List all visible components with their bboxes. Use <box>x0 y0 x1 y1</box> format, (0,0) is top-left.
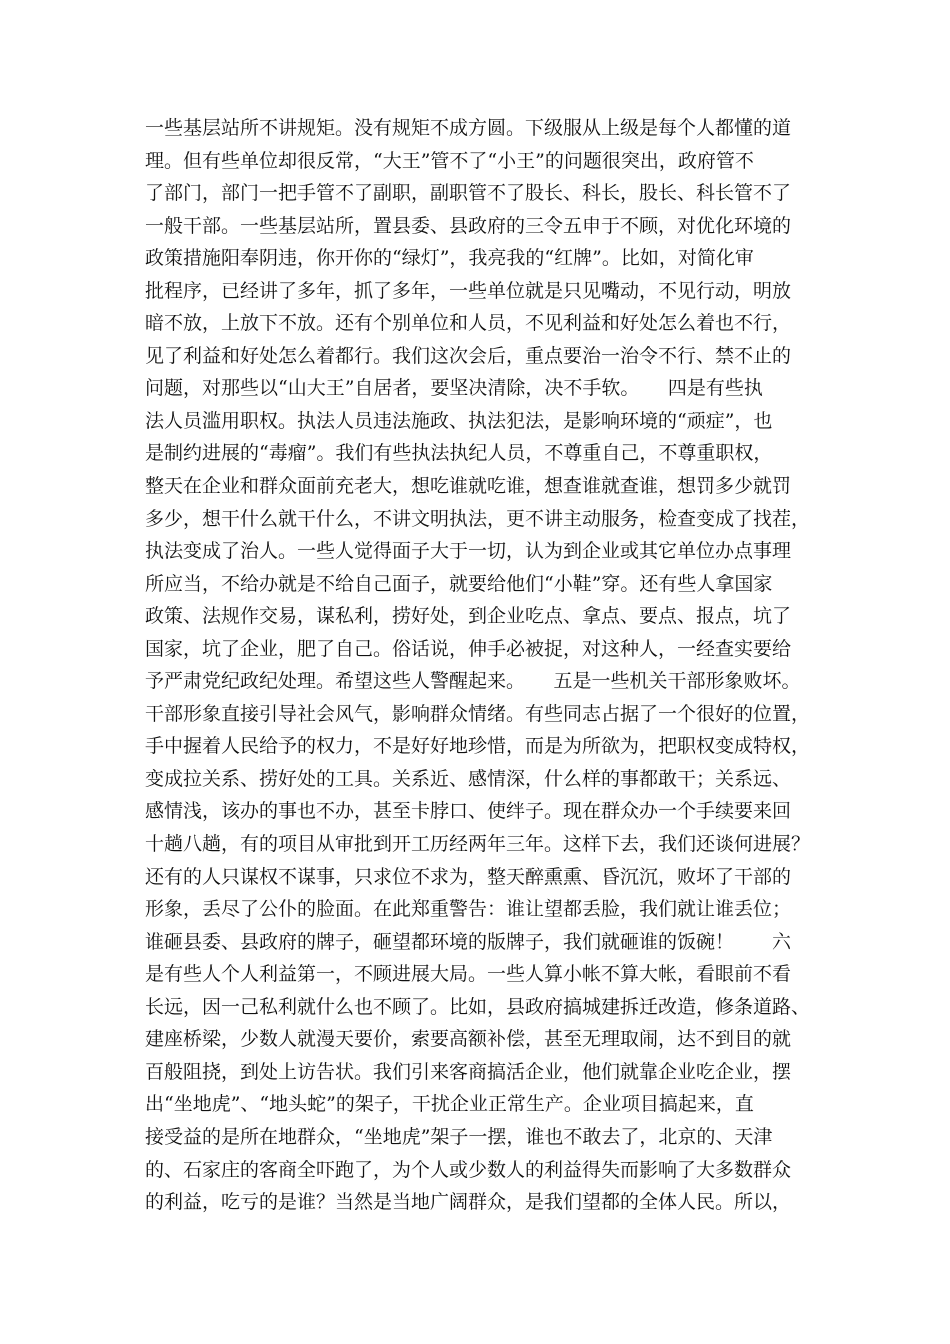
text-line: 出“坐地虎”、“地头蛇”的架子，干扰企业正常生产。企业项目搞起来，直 <box>145 1093 754 1116</box>
text-line: 百般阻挠，到处上访告状。我们引来客商搞活企业，他们就靠企业吃企业，摆 <box>145 1060 792 1083</box>
text-line: 问题，对那些以“山大王”自居者，要坚决清除，决不手软。 四是有些执 <box>145 377 763 400</box>
text-line: 变成拉关系、捞好处的工具。关系近、感情深，什么样的事都敢干；关系远、 <box>145 767 792 790</box>
text-line: 是制约进展的“毒瘤”。我们有些执法执纪人员，不尊重自己，不尊重职权， <box>145 442 773 465</box>
text-line: 政策、法规作交易，谋私利，捞好处，到企业吃点、拿点、要点、报点，坑了 <box>145 605 792 628</box>
text-line: 国家，坑了企业，肥了自己。俗话说，伸手必被捉，对这种人，一经查实要给 <box>145 637 792 660</box>
text-line: 多少，想干什么就干什么，不讲文明执法，更不讲主动服务，检查变成了找茬， <box>145 507 811 530</box>
text-line: 所应当，不给办就是不给自己面子，就要给他们“小鞋”穿。还有些人拿国家 <box>145 572 773 595</box>
text-line: 法人员滥用职权。执法人员违法施政、执法犯法，是影响环境的“顽症”，也 <box>145 409 773 432</box>
text-line: 干部形象直接引导社会风气，影响群众情绪。有些同志占据了一个很好的位置， <box>145 702 811 725</box>
text-line: 了部门，部门一把手管不了副职，副职管不了股长、科长，股长、科长管不了 <box>145 182 792 205</box>
text-line: 政策措施阳奉阴违，你开你的“绿灯”，我亮我的“红牌”。比如，对简化审 <box>145 247 754 270</box>
text-line: 予严肃党纪政纪处理。希望这些人警醒起来。 五是一些机关干部形象败坏。 <box>145 670 801 693</box>
text-line: 是有些人个人利益第一，不顾进展大局。一些人算小帐不算大帐，看眼前不看 <box>145 963 792 986</box>
text-line: 还有的人只谋权不谋事，只求位不求为，整天醉熏熏、昏沉沉，败坏了干部的 <box>145 865 792 888</box>
text-line: 一般干部。一些基层站所，置县委、县政府的三令五申于不顾，对优化环境的 <box>145 214 792 237</box>
text-line: 谁砸县委、县政府的牌子，砸望都环境的版牌子，我们就砸谁的饭碗！ 六 <box>145 930 792 953</box>
text-line: 执法变成了治人。一些人觉得面子大于一切，认为到企业或其它单位办点事理 <box>145 540 792 563</box>
text-line: 的、石家庄的客商全吓跑了，为个人或少数人的利益得失而影响了大多数群众 <box>145 1158 792 1181</box>
text-line: 的利益，吃亏的是谁？当然是当地广阔群众，是我们望都的全体人民。所以， <box>145 1191 792 1214</box>
body-text <box>145 112 815 1219</box>
text-line: 一些基层站所不讲规矩。没有规矩不成方圆。下级服从上级是每个人都懂的道 <box>145 117 792 139</box>
text-line: 感情浅，该办的事也不办，甚至卡脖口、使绊子。现在群众办一个手续要来回 <box>145 800 792 823</box>
text-line: 整天在企业和群众面前充老大，想吃谁就吃谁，想查谁就查谁，想罚多少就罚 <box>145 475 792 498</box>
text-line: 批程序，已经讲了多年，抓了多年，一些单位就是只见嘴动，不见行动，明放 <box>145 279 792 302</box>
text-line: 形象，丢尽了公仆的脸面。在此郑重警告：谁让望都丢脸，我们就让谁丢位； <box>145 898 792 921</box>
text-line: 十趟八趟，有的项目从审批到开工历经两年三年。这样下去，我们还谈何进展？ <box>145 833 811 856</box>
text-line: 见了利益和好处怎么着都行。我们这次会后，重点要治一治令不行、禁不止的 <box>145 344 792 367</box>
text-line: 手中握着人民给予的权力，不是好好地珍惜，而是为所欲为，把职权变成特权， <box>145 735 811 758</box>
text-line: 暗不放，上放下不放。还有个别单位和人员，不见利益和好处怎么着也不行， <box>145 312 792 335</box>
text-line: 接受益的是所在地群众，“坐地虎”架子一摆，谁也不敢去了，北京的、天津 <box>145 1125 773 1148</box>
text-line: 长远，因一己私利就什么也不顾了。比如，县政府搞城建拆迁改造，修条道路、 <box>145 995 811 1018</box>
text-line: 理。但有些单位却很反常，“大王”管不了“小王”的问题很突出，政府管不 <box>145 149 754 172</box>
text-line: 建座桥梁，少数人就漫天要价，索要高额补偿，甚至无理取闹，达不到目的就 <box>145 1028 792 1051</box>
